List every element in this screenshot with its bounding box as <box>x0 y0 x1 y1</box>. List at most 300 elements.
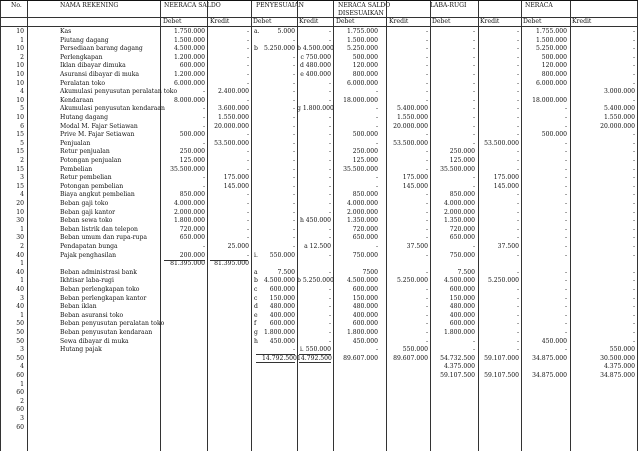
cell-atb-debit: - <box>375 114 378 121</box>
cell-atb-credit: - <box>425 36 428 44</box>
cell-atb-credit: - <box>425 225 428 233</box>
cell-atb-debit: - <box>375 139 378 147</box>
cell-tb-debit: 600.000 <box>179 62 205 70</box>
cell-is-credit: - <box>516 148 519 156</box>
cell-account-name: Iklan dibayar dimuka <box>60 62 126 70</box>
cell-is-debit: 600.000 <box>449 286 475 293</box>
cell-is-credit: - <box>516 337 519 345</box>
cell-is-debit: 4.375.000 <box>443 363 475 371</box>
cell-adj-credit: - <box>328 251 331 259</box>
cell-adj-debit: - <box>292 208 295 216</box>
cell-tb-debit: 1.200.000 <box>173 53 205 61</box>
cell-adj-debit: - <box>292 71 295 78</box>
cell-bs-credit: - <box>632 268 635 276</box>
cell-atb-debit: 480.000 <box>352 303 378 311</box>
header-account: NAMA REKENING <box>60 2 119 9</box>
cell-tb-debit: 1.500.000 <box>173 36 205 44</box>
cell-is-debit: - <box>472 88 475 96</box>
cell-no: 2 <box>20 53 24 61</box>
cell-is-debit: - <box>472 182 475 190</box>
total-underline <box>164 260 205 261</box>
cell-adj-credit: e 400.000 <box>300 71 331 78</box>
cell-tb-debit: 81.395.000 <box>170 260 205 268</box>
cell-account-name: Beban sewa toko <box>60 217 113 225</box>
cell-is-credit: - <box>516 320 519 328</box>
cell-adj-debit: - <box>292 36 295 44</box>
cell-is-debit: 125.000 <box>449 157 475 164</box>
cell-atb-credit: - <box>425 62 428 70</box>
cell-is-credit: - <box>516 200 519 207</box>
cell-adj-credit: - <box>328 286 331 293</box>
cell-tb-credit: - <box>246 45 249 53</box>
cell-tb-credit: - <box>246 200 249 207</box>
cell-adj-credit: - <box>328 191 331 199</box>
cell-atb-credit: - <box>425 303 428 311</box>
cell-no: 2 <box>20 397 24 405</box>
cell-is-debit: 35.500.000 <box>440 165 475 173</box>
cell-adj-debit: - <box>292 122 295 130</box>
cell-tb-debit: 500.000 <box>179 131 205 139</box>
cell-no: 10 <box>16 71 24 78</box>
cell-bs-credit: - <box>632 148 635 156</box>
cell-no: 20 <box>16 200 24 207</box>
cell-adj-debit: 600.000 <box>269 286 295 293</box>
cell-no: 60 <box>16 389 24 397</box>
cell-is-credit: - <box>516 157 519 164</box>
cell-atb-debit: 7500 <box>362 268 378 276</box>
grid-hline <box>0 17 638 18</box>
cell-no: 10 <box>16 79 24 87</box>
cell-atb-debit: 125.000 <box>352 157 378 164</box>
cell-is-debit: 720.000 <box>449 225 475 233</box>
cell-bs-debit: - <box>564 139 567 147</box>
cell-is-credit: 5.250.000 <box>487 277 519 285</box>
cell-bs-debit: 500.000 <box>541 53 567 61</box>
cell-is-credit: - <box>516 329 519 336</box>
cell-is-credit: 59.107.500 <box>484 372 519 379</box>
cell-tb-credit: - <box>246 71 249 78</box>
cell-no: 1 <box>20 311 24 319</box>
cell-adj-debit: - <box>292 217 295 225</box>
cell-is-credit: - <box>516 234 519 242</box>
cell-no: 15 <box>16 131 24 139</box>
cell-atb-credit: - <box>425 329 428 336</box>
cell-atb-credit: 20.000.000 <box>393 122 428 130</box>
cell-bs-credit: - <box>632 36 635 44</box>
cell-bs-debit: 450.000 <box>541 337 567 345</box>
cell-is-credit: - <box>516 191 519 199</box>
cell-bs-debit: 1.755.000 <box>535 28 567 35</box>
cell-tb-credit: - <box>246 251 249 259</box>
cell-account-name: Prive M. Fajar Setiawan <box>60 131 135 139</box>
cell-no: 50 <box>16 320 24 328</box>
cell-adj-credit: b 5.250.000 <box>297 277 334 285</box>
cell-bs-debit: - <box>564 311 567 319</box>
cell-account-name: Potongan penjualan <box>60 157 122 164</box>
subheader-debit: Debet <box>253 18 272 25</box>
cell-no: 60 <box>16 372 24 379</box>
cell-tb-credit: - <box>246 234 249 242</box>
cell-tb-credit: - <box>246 157 249 164</box>
subheader-debit: Debet <box>336 18 355 25</box>
cell-tb-debit: 1.200.000 <box>173 71 205 78</box>
cell-no: 1 <box>20 380 24 388</box>
cell-adj-debit: 150.000 <box>269 294 295 302</box>
cell-bs-debit: - <box>564 105 567 113</box>
cell-is-debit: 59.107.500 <box>440 372 475 379</box>
cell-no: 4 <box>20 88 24 96</box>
cell-tb-credit: - <box>246 191 249 199</box>
cell-bs-debit: - <box>564 234 567 242</box>
cell-adj-debit: - <box>292 182 295 190</box>
header-no: No. <box>11 2 22 9</box>
cell-no: 10 <box>16 28 24 35</box>
cell-is-debit: 54.732.500 <box>440 354 475 362</box>
cell-adj-marker: b <box>254 277 258 285</box>
cell-adj-debit: - <box>292 191 295 199</box>
cell-adj-credit: g 1.800.000 <box>297 105 334 113</box>
cell-adj-credit: - <box>328 165 331 173</box>
cell-is-credit: - <box>516 131 519 139</box>
cell-is-credit: - <box>516 105 519 113</box>
cell-no: 2 <box>20 157 24 164</box>
cell-is-credit: 37.500 <box>497 243 519 250</box>
cell-is-debit: - <box>472 28 475 35</box>
cell-adj-debit: 450.000 <box>269 337 295 345</box>
cell-atb-credit: - <box>425 286 428 293</box>
cell-tb-credit: - <box>246 165 249 173</box>
cell-atb-debit: 400.000 <box>352 311 378 319</box>
cell-is-debit: 1.800.000 <box>443 329 475 336</box>
subheader-credit: Kredit <box>299 18 319 25</box>
cell-tb-credit: - <box>246 217 249 225</box>
cell-tb-debit: 200.000 <box>179 251 205 259</box>
cell-account-name: Kendaraan <box>60 96 94 104</box>
cell-tb-credit: 2.400.000 <box>217 88 249 96</box>
cell-bs-credit: - <box>632 251 635 259</box>
cell-is-credit: - <box>516 36 519 44</box>
cell-adj-debit: - <box>292 62 295 70</box>
cell-adj-credit: - <box>328 131 331 139</box>
cell-adj-credit: h 450.000 <box>299 217 331 225</box>
cell-is-debit: - <box>472 131 475 139</box>
cell-adj-credit: - <box>328 139 331 147</box>
cell-tb-debit: 720.000 <box>179 225 205 233</box>
cell-adj-debit: 5.000 <box>277 28 295 35</box>
cell-account-name: Hutang pajak <box>60 346 102 354</box>
cell-atb-debit: - <box>375 243 378 250</box>
cell-is-credit: - <box>516 217 519 225</box>
cell-bs-credit: 3.000.000 <box>603 88 635 96</box>
cell-adj-credit: - <box>328 225 331 233</box>
cell-atb-credit: - <box>425 217 428 225</box>
cell-account-name: Kas <box>60 28 72 35</box>
cell-adj-debit: - <box>292 346 295 354</box>
cell-tb-credit: 145.000 <box>223 182 249 190</box>
cell-no: 40 <box>16 268 24 276</box>
cell-atb-debit: 18.000.000 <box>343 96 378 104</box>
cell-bs-debit: 1.500.000 <box>535 36 567 44</box>
cell-adj-marker: a. <box>254 28 260 35</box>
cell-bs-credit: 550.000 <box>609 346 635 354</box>
cell-atb-credit: 5.250.000 <box>396 277 428 285</box>
cell-bs-credit: - <box>632 217 635 225</box>
cell-atb-credit: 37.500 <box>406 243 428 250</box>
cell-bs-debit: 500.000 <box>541 131 567 139</box>
header-income-statement: LABA-RUGI <box>430 2 467 9</box>
cell-account-name: Beban gaji toko <box>60 200 109 207</box>
cell-bs-credit: - <box>632 139 635 147</box>
cell-bs-debit: 5.250.000 <box>535 45 567 53</box>
cell-no: 1 <box>20 225 24 233</box>
cell-is-debit: 750.000 <box>449 251 475 259</box>
cell-no: 3 <box>20 346 24 354</box>
cell-tb-credit: - <box>246 148 249 156</box>
cell-adj-credit: - <box>328 268 331 276</box>
cell-bs-credit: - <box>632 200 635 207</box>
cell-no: 6 <box>20 122 24 130</box>
cell-account-name: Beban perlengkapan kantor <box>60 294 147 302</box>
cell-is-credit: - <box>516 96 519 104</box>
cell-adj-credit: - <box>328 79 331 87</box>
cell-account-name: Akumulasi penyusutan kendaraan <box>60 105 165 113</box>
cell-atb-debit: 450.000 <box>352 337 378 345</box>
cell-is-credit: - <box>516 88 519 96</box>
cell-bs-credit: - <box>632 174 635 182</box>
cell-atb-debit: 800.000 <box>352 71 378 78</box>
cell-is-debit: 1.350.000 <box>443 217 475 225</box>
cell-account-name: Pajak penghasilan <box>60 251 117 259</box>
cell-bs-debit: - <box>564 346 567 354</box>
cell-atb-credit: - <box>425 191 428 199</box>
cell-no: 1 <box>20 36 24 44</box>
cell-bs-credit: - <box>632 131 635 139</box>
cell-adj-credit: - <box>328 200 331 207</box>
cell-account-name: Potongan pembelian <box>60 182 124 190</box>
cell-is-credit: - <box>516 251 519 259</box>
cell-adj-credit: - <box>328 96 331 104</box>
cell-tb-debit: 4.500.000 <box>173 45 205 53</box>
grid-hline <box>0 26 638 27</box>
cell-atb-debit: 650.000 <box>352 234 378 242</box>
cell-adj-credit: - <box>328 36 331 44</box>
cell-account-name: Retur pembelian <box>60 174 112 182</box>
cell-is-credit: - <box>516 346 519 354</box>
cell-account-name: Asuransi dibayar di muka <box>60 71 140 78</box>
cell-account-name: Perlengkapan <box>60 53 103 61</box>
cell-account-name: Biaya angkut pembelian <box>60 191 135 199</box>
cell-adj-credit: - <box>328 329 331 336</box>
cell-is-credit: 53.500.000 <box>484 139 519 147</box>
cell-account-name: Peralatan toko <box>60 79 105 87</box>
cell-adj-credit: - <box>328 337 331 345</box>
cell-account-name: Beban listrik dan telepon <box>60 225 138 233</box>
cell-no: 30 <box>16 234 24 242</box>
cell-atb-credit: - <box>425 311 428 319</box>
cell-is-debit: - <box>472 243 475 250</box>
cell-bs-credit: - <box>632 191 635 199</box>
cell-adj-marker: c <box>254 286 258 293</box>
cell-account-name: Persediaan barang dagang <box>60 45 143 53</box>
cell-bs-credit: 30.500.000 <box>600 354 635 362</box>
cell-adj-credit: d 480.000 <box>299 62 331 70</box>
cell-no: 5 <box>20 139 24 147</box>
cell-bs-credit: - <box>632 157 635 164</box>
header-trial-balance: NEERACA SALDO <box>164 2 221 9</box>
cell-account-name: Beban gaji kantor <box>60 208 116 216</box>
cell-bs-debit: - <box>564 174 567 182</box>
cell-account-name: Penjualan <box>60 139 91 147</box>
cell-tb-debit: 35.500.000 <box>170 165 205 173</box>
subheader-credit: Kredit <box>210 18 230 25</box>
header-adjusted-tb: NERACA SALDO <box>338 2 391 9</box>
cell-bs-credit: - <box>632 28 635 35</box>
cell-atb-credit: - <box>425 96 428 104</box>
cell-adj-credit: - <box>328 148 331 156</box>
cell-bs-credit: - <box>632 329 635 336</box>
cell-adj-debit: - <box>292 96 295 104</box>
cell-atb-credit: - <box>425 28 428 35</box>
cell-tb-credit: - <box>246 62 249 70</box>
cell-tb-credit: 175.000 <box>223 174 249 182</box>
cell-tb-debit: 850.000 <box>179 191 205 199</box>
cell-bs-credit: - <box>632 286 635 293</box>
cell-atb-credit: - <box>425 337 428 345</box>
cell-bs-credit: - <box>632 182 635 190</box>
cell-bs-credit: - <box>632 303 635 311</box>
cell-adj-credit: - <box>328 303 331 311</box>
cell-bs-credit: 4.375.000 <box>603 363 635 371</box>
cell-is-credit: 59.107.000 <box>484 354 519 362</box>
cell-bs-debit: 6.000.000 <box>535 79 567 87</box>
cell-is-debit: - <box>472 96 475 104</box>
cell-tb-credit: - <box>246 28 249 35</box>
cell-no: 40 <box>16 251 24 259</box>
cell-bs-credit: - <box>632 234 635 242</box>
cell-adj-marker: a <box>254 268 258 276</box>
cell-tb-credit: 20.000.000 <box>214 122 249 130</box>
cell-tb-credit: 1.550.000 <box>217 114 249 121</box>
cell-account-name: Beban perlengkapan toko <box>60 286 140 293</box>
cell-no: 4 <box>20 363 24 371</box>
cell-adj-marker: g <box>254 329 258 336</box>
cell-atb-credit: - <box>425 165 428 173</box>
cell-atb-credit: - <box>425 71 428 78</box>
cell-bs-credit: - <box>632 53 635 61</box>
cell-is-debit: - <box>472 62 475 70</box>
cell-atb-debit: - <box>375 182 378 190</box>
cell-atb-credit: - <box>425 45 428 53</box>
subheader-debit: Debet <box>432 18 451 25</box>
cell-is-debit: 250.000 <box>449 148 475 156</box>
cell-atb-debit: 750.000 <box>352 251 378 259</box>
cell-account-name: Pembelian <box>60 165 93 173</box>
cell-atb-credit: - <box>425 79 428 87</box>
cell-tb-credit: - <box>246 131 249 139</box>
grid-vline <box>27 0 28 451</box>
cell-is-credit: - <box>516 208 519 216</box>
cell-is-debit: 850.000 <box>449 191 475 199</box>
cell-bs-credit: - <box>632 79 635 87</box>
total-underline <box>256 354 295 355</box>
cell-atb-credit: 145.000 <box>402 182 428 190</box>
cell-tb-debit: 250.000 <box>179 148 205 156</box>
cell-tb-credit: 3.600.000 <box>217 105 249 113</box>
cell-atb-credit: 1.550.000 <box>396 114 428 121</box>
cell-tb-debit: 6.000.000 <box>173 79 205 87</box>
cell-atb-credit: - <box>425 251 428 259</box>
total-underline <box>299 362 331 363</box>
cell-bs-credit: - <box>632 320 635 328</box>
cell-is-debit: 4.000.000 <box>443 200 475 207</box>
cell-no: 10 <box>16 114 24 121</box>
cell-is-debit: - <box>472 71 475 78</box>
cell-bs-debit: - <box>564 148 567 156</box>
cell-adj-credit: - <box>328 234 331 242</box>
cell-bs-debit: - <box>564 268 567 276</box>
cell-adj-credit: c 750.000 <box>300 53 331 61</box>
cell-is-credit: - <box>516 62 519 70</box>
cell-atb-debit: - <box>375 122 378 130</box>
cell-account-name: Pendapatan bunga <box>60 243 118 250</box>
cell-is-credit: - <box>516 225 519 233</box>
cell-adj-marker: f <box>254 320 257 328</box>
cell-adj-credit: - <box>328 311 331 319</box>
cell-bs-debit: - <box>564 157 567 164</box>
cell-bs-debit: - <box>564 225 567 233</box>
cell-atb-debit: 35.500.000 <box>343 165 378 173</box>
cell-bs-debit: - <box>564 165 567 173</box>
cell-is-credit: - <box>516 53 519 61</box>
cell-adj-marker: d <box>254 303 258 311</box>
cell-is-credit: - <box>516 28 519 35</box>
cell-atb-debit: 89.607.000 <box>343 354 378 362</box>
cell-bs-debit: 34.875.000 <box>532 354 567 362</box>
cell-atb-debit: - <box>375 174 378 182</box>
cell-bs-debit: - <box>564 191 567 199</box>
cell-adj-debit: - <box>292 88 295 96</box>
cell-atb-debit: 1.800.000 <box>346 329 378 336</box>
cell-atb-debit: 4.500.000 <box>346 277 378 285</box>
cell-bs-debit: - <box>564 208 567 216</box>
cell-no: 1 <box>20 277 24 285</box>
cell-atb-credit: - <box>425 148 428 156</box>
cell-account-name: Beban iklan <box>60 303 97 311</box>
cell-bs-credit: - <box>632 96 635 104</box>
cell-bs-credit: 34.875.000 <box>600 372 635 379</box>
cell-is-debit: - <box>472 346 475 354</box>
cell-adj-credit: - <box>328 88 331 96</box>
cell-adj-debit: 1.800.000 <box>263 329 295 336</box>
cell-is-debit: - <box>472 36 475 44</box>
cell-account-name: Akumulasi penyusutan peralatan toko <box>60 88 178 96</box>
cell-account-name: Modal M. Fajar Setiawan <box>60 122 138 130</box>
cell-no: 2 <box>20 243 24 250</box>
subheader-credit: Kredit <box>480 18 500 25</box>
cell-bs-debit: - <box>564 200 567 207</box>
cell-account-name: Beban umum dan rupa-rupa <box>60 234 148 242</box>
cell-bs-credit: 1.550.000 <box>603 114 635 121</box>
cell-adj-debit: - <box>292 53 295 61</box>
grid-hline <box>0 0 638 1</box>
cell-is-debit: - <box>472 114 475 121</box>
cell-adj-marker: c <box>254 294 258 302</box>
cell-is-debit: - <box>472 337 475 345</box>
cell-is-debit: - <box>472 53 475 61</box>
cell-tb-debit: 125.000 <box>179 157 205 164</box>
cell-adj-debit: - <box>292 131 295 139</box>
cell-atb-credit: - <box>425 268 428 276</box>
